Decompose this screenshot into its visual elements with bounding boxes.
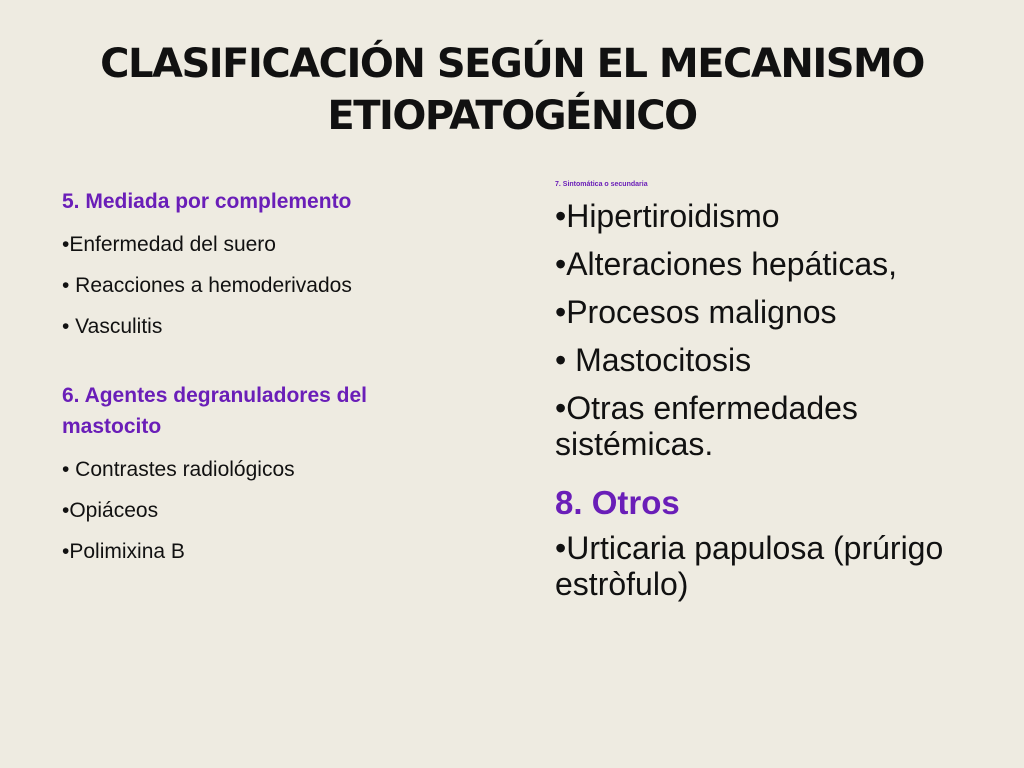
list-item: • Reacciones a hemoderivados <box>62 274 352 297</box>
list-item: •Procesos malignos <box>555 294 837 330</box>
list-item: •Hipertiroidismo <box>555 198 780 234</box>
list-item: • Mastocitosis <box>555 342 752 378</box>
slide-title-line-2: ETIOPATOGÉNICO <box>327 93 697 139</box>
left-column <box>62 186 442 565</box>
right-column <box>555 180 975 614</box>
section-7-heading: 7. Sintomática o secundaria <box>555 181 648 188</box>
list-item: •Urticaria papulosa (prúrigo estròfulo) <box>555 530 944 602</box>
list-item: •Polimixina B <box>62 540 185 563</box>
list-item: • Vasculitis <box>62 315 163 338</box>
slide-title <box>60 38 964 142</box>
list-item: •Opiáceos <box>62 499 159 522</box>
section-6-heading: 6. Agentes degranuladores del mastocito <box>62 384 367 438</box>
section-7 <box>555 180 975 462</box>
slide-title-line-1: CLASIFICACIÓN SEGÚN EL MECANISMO <box>100 41 924 87</box>
section-8-heading: 8. Otros <box>555 484 680 521</box>
section-5-heading: 5. Mediada por complemento <box>62 190 352 213</box>
section-5 <box>62 186 442 340</box>
list-item: •Enfermedad del suero <box>62 233 276 256</box>
list-item: •Otras enfermedades sistémicas. <box>555 390 858 462</box>
section-8 <box>555 484 975 602</box>
list-item: • Contrastes radiológicos <box>62 458 295 481</box>
section-6 <box>62 380 442 565</box>
list-item: •Alteraciones hepáticas, <box>555 246 898 282</box>
